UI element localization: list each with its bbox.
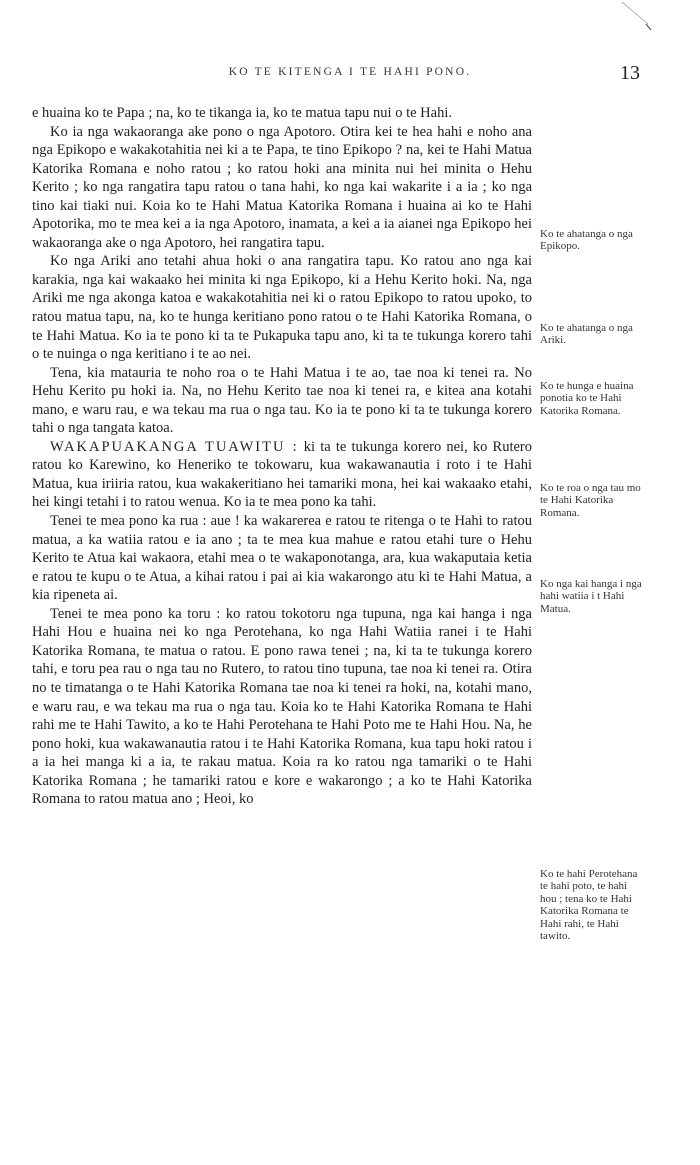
paragraph [32,438,532,512]
paragraph: Tena, kia matauria te noho roa o te Hahi Matua i te ao, tae noa ki tenei ra. No Hehu Kerito pu hoki ia. Na, no Hehu Kerito tae noa ki tenei ra, e kitea ana kotahi mano, e waru rau, e wa tekau ma rua o nga tau. Ko ia te pono ki ta te tukunga korero tahi o nga tangata katoa. [32,364,532,437]
margin-note: Ko te roa o nga tau mo te Hahi Katorika Romana. [540,482,641,519]
margin-note: Ko nga kai hanga i nga hahi watiia i t Hahi Matua. [540,578,642,615]
main-text [32,104,532,809]
margin-note: Ko te hunga e huaina ponotia ko te Hahi Katorika Romana. [540,380,634,417]
margin-note: Ko te ahatanga o nga Epikopo. [540,228,633,253]
margin-note: Ko te hahi Perotehana te hahi poto, te hahi hou ; tena ko te Hahi Katorika Romana te Hahi rahi, te Hahi tawito. [540,868,638,943]
paragraph-text: ki ta te tukunga korero nei, ko Rutero ratou ko Karewino, ko Heneriko te tokowaru, kua wakawanautia i roto i te Hahi Matua, kua iriiria ratou, kua wakakeritiano hei tamariki mona, hei kai wakaako etahi, hei kingi tetahi i to ratou wenua. Ko ia te mea pono ka tahi. [32,438,532,511]
running-title: KO TE KITENGA I TE HAHI PONO. [228,66,472,78]
paragraph: Ko ia nga wakaoranga ake pono o nga Apotoro. Otira kei te hea hahi e noho ana nga Epikopo e wakakotahitia nei ki a te Papa, te tino Epikopo ? na, kei te Hahi Matua Katorika Romana e noho ratou ; ko ratou hoki ana minita nui hei minita o Hehu Kerito ; ko nga rangatira tapu ratou o tana hahi, ko nga kai wakarite i a ia ; ko nga tino kai tiaki nui. Koia ko te Hahi Matua Katorika Romana i huaina ai ko te Hahi Apotorika, mo te mea kei a ia nga Apotoro, inamata, a kei a ia aianei nga Epikopo hei wakaoranga ake o nga Apotoro, hei rangatira tapu. [32,123,532,251]
corner-scratch-mark [618,0,668,40]
section-lead: WAKAPUAKANGA TUAWITU : [50,438,299,455]
paragraph: Tenei te mea pono ka toru : ko ratou tokotoru nga tupuna, nga kai hanga i nga Hahi Hou e huaina nei ko nga Perotehana, ko nga Hahi Watiia ranei i te Hahi Katorika Romana, te matua o ratou. E pono rawa tenei ; na, ki ta te tukunga korero tahi, e toru pea rau o nga tau no Rutero, to ratou tino tupuna, tae noa ki tenei ra. Otira no te timatanga o te Hahi Katorika Romana tae noa ki tenei ra hoki, na, kotahi mano, e waru rau, e wa tekau ma rua o nga tau. Koia ko te Hahi Katorika Romana te Hahi rahi me te Hahi Tawito, a ko te Hahi Perotehana te Hahi Poto me te Hahi Hou. Na, he pono hoki, kua wakawanautia ratou i te Hahi Katorika Romana, kua tapu hoki ratou i a ia hei manga ki a ia, te rakau matua. Koia ra ko ratou nga tamariki o te Hahi Katorika Romana ; he tamariki ratou e kore e wakarongo ; a ko te Hahi Katorika Romana to ratou matua ano ; Heoi, ko [32,605,532,808]
paragraph: Tenei te mea pono ka rua : aue ! ka wakarerea e ratou te ritenga o te Hahi to ratou matua, a ka watiia ratou e ia ano ; ta te mea kua mahue e ratou etahi ture o Hehu Kerito te Atua kai wakaora, etahi mea o te wakaponotanga, ara, kua wakaputaia ketia e ratou te kupu o te Atua, a kihai ratou i pai ai kia wakarongo atu ki te Hahi Matua, a kia ripeneta ai. [32,513,532,604]
paragraph: Ko nga Ariki ano tetahi ahua hoki o ana rangatira tapu. Ko ratou ano nga kai karakia, nga kai wakaako hei minita ki nga Epikopo, ki a Hehu Kerito hoki. Na, nga Ariki me nga akonga katoa e wakakotahitia nei ki o ratou Epikopo to ratou upoko, to ratou matua tapu, na, ko te hunga keritiano pono ratou o te Hahi Katorika Romana, o te Hahi Matua. Ko ia te pono ki ta te Pukapuka tapu ano, ki ta te tukunga korero tahi o te nuinga o nga keritiano i te ao nei. [32,253,532,363]
paragraph: e huaina ko te Papa ; na, ko te tikanga ia, ko te matua tapu nui o te Hahi. [32,105,452,121]
margin-note: Ko te ahatanga o nga Ariki. [540,322,633,347]
page-number: 13 [620,62,640,84]
